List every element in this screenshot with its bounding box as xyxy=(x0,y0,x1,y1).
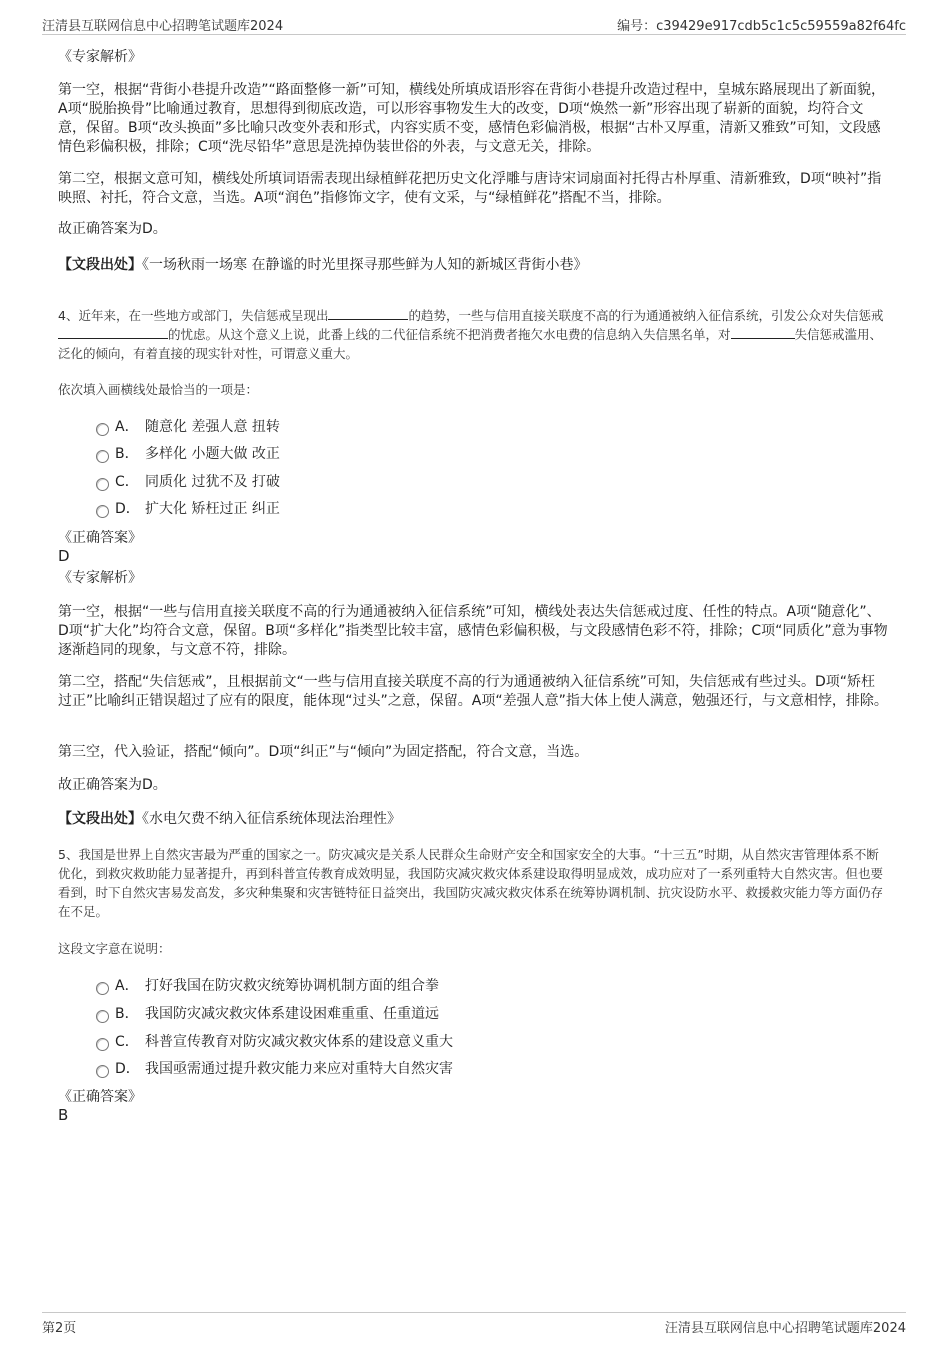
q4-option-d[interactable] xyxy=(96,498,280,520)
q4-analysis-para-1: 第一空，根据“一些与信用直接关联度不高的行为通通被纳入征信系统”可知，横线处表达失信惩戒过度、任性的特点。A项“随意化”、D项“扩大化”均符合文意，保留。B项“多样化”指类型比较丰富，感情色彩偏积极，与文段感情色彩不符，排除；C项“同质化”意为事物逐渐趋同的现象，与文意不符，排除。 xyxy=(58,604,888,658)
option-key: D． xyxy=(115,1061,140,1077)
q4-answer: D xyxy=(58,547,70,565)
q4-stem xyxy=(58,306,888,363)
option-text: 科普宣传教育对防灾减灾救灾体系的建设意义重大 xyxy=(145,1034,453,1050)
radio-icon[interactable] xyxy=(96,505,109,518)
option-text: 扩大化 矫枉过正 纠正 xyxy=(145,501,280,517)
header-doc-id: 编号：c39429e917cdb5c1c5c59559a82f64fc xyxy=(617,19,906,34)
q5-stem: 5、我国是世界上自然灾害最为严重的国家之一。防灾减灾是关系人民群众生命财产安全和国家安全的大事。“十三五”时期，从自然灾害管理体系不断优化，到救灾救助能力显著提升，再到科普宣传教育成效明显，我国防灾减灾救灾体系建设取得明显成效，成功应对了一系列重特大自然灾害。但也要看到，时下自然灾害易发高发，多灾种集聚和灾害链特征日益突出，我国防灾减灾救灾体系在统筹协调机制、抗灾设防水平、救援救灾能力等方面仍存在不足。 xyxy=(58,847,884,919)
q3-analysis-para-1: 第一空，根据“背街小巷提升改造”“路面整修一新”可知，横线处所填成语形容在背街小巷提升改造过程中，皇城东路展现出了新面貌，A项“脱胎换骨”比喻通过教育，思想得到彻底改造，可以形容事物发生大的改变，D项“焕然一新”形容出现了崭新的面貌，均符合文意，保留。B项“改头换面”多比喻只改变外表和形式，内容实质不变，感情色彩偏消极，根据“古朴又厚重，清新又雅致”可知，文段感情色彩偏积极，排除；C项“洗尽铅华”意思是洗掉伪装世俗的外表，与文意无关，排除。 xyxy=(58,82,886,155)
q4-source-title: 《水电欠费不纳入征信系统体现法治理性》 xyxy=(142,811,401,827)
q3-source-title: 《一场秋雨一场寒 在静谧的时光里探寻那些鲜为人知的新城区背街小巷》 xyxy=(142,257,588,273)
radio-icon[interactable] xyxy=(96,450,109,463)
option-key: B． xyxy=(115,1006,139,1022)
option-key: A． xyxy=(115,419,139,435)
q4-blank-3 xyxy=(731,326,795,339)
q3-source-label: 【文段出处】 xyxy=(58,257,142,273)
radio-icon[interactable] xyxy=(96,1010,109,1023)
q4-stem-part-5: 失信 xyxy=(794,327,820,342)
q4-analysis-label: 《专家解析》 xyxy=(58,570,142,586)
header-title: 汪清县互联网信息中心招聘笔试题库2024 xyxy=(42,19,284,34)
q3-analysis-label: 《专家解析》 xyxy=(58,49,142,65)
option-key: C． xyxy=(115,1034,139,1050)
option-key: D． xyxy=(115,501,140,517)
q4-source-label: 【文段出处】 xyxy=(58,811,142,827)
q4-stem-part-6: 惩戒滥用、泛化的倾向，有着直接的现实针对性，可谓意义重大。 xyxy=(58,327,883,361)
q3-analysis-para-2: 第二空，根据文意可知，横线处所填词语需表现出绿植鲜花把历史文化浮雕与唐诗宋词扇面衬托得古朴厚重、清新雅致，D项“映衬”指映照、衬托，符合文意，当选。A项“润色”指修饰文字，使有文采，与“绿植鲜花”搭配不当，排除。 xyxy=(58,171,882,206)
option-text: 多样化 小题大做 改正 xyxy=(145,446,280,462)
option-key: B． xyxy=(115,446,139,462)
q4-analysis-para-3: 第三空，代入验证，搭配“倾向”。D项“纠正”与“倾向”为固定搭配，符合文意，当选。 xyxy=(58,744,589,760)
q4-analysis-para-2: 第二空，搭配“失信惩戒”，且根据前文“一些与信用直接关联度不高的行为通通被纳入征信系统”可知，失信惩戒有些过头。D项“矫枉过正”比喻纠正错误超过了应有的限度，能体现“过头”之意，保留。A项“差强人意”指大体上使人满意，勉强还行，与文意相悖，排除。 xyxy=(58,674,888,709)
radio-icon[interactable] xyxy=(96,478,109,491)
q3-conclusion: 故正确答案为D。 xyxy=(58,221,167,237)
q4-answer-label: 《正确答案》 xyxy=(58,530,142,546)
q4-prompt: 依次填入画横线处最恰当的一项是： xyxy=(58,382,259,397)
q4-option-c[interactable] xyxy=(96,471,280,493)
footer-title: 汪清县互联网信息中心招聘笔试题库2024 xyxy=(664,1321,906,1336)
q4-stem-part-4: 的忧虑。从这个意义上说，此番上线的二代征信系统不把消费者拖欠水电费的信息纳入失信黑名单，对 xyxy=(168,327,731,342)
q4-stem-part-1: 4、近年来，在一些地方或部门，失信惩戒呈现出 xyxy=(58,308,329,323)
radio-icon[interactable] xyxy=(96,1065,109,1078)
option-text: 我国亟需通过提升救灾能力来应对重特大自然灾害 xyxy=(145,1061,453,1077)
q4-option-a[interactable] xyxy=(96,416,280,438)
q4-source xyxy=(58,810,888,829)
option-text: 我国防灾减灾救灾体系建设困难重重、任重道远 xyxy=(145,1006,439,1022)
radio-icon[interactable] xyxy=(96,982,109,995)
q5-option-c[interactable] xyxy=(96,1031,453,1053)
q5-answer-label: 《正确答案》 xyxy=(58,1089,142,1105)
q5-answer: B xyxy=(58,1106,69,1124)
radio-icon[interactable] xyxy=(96,1038,109,1051)
q4-option-b[interactable] xyxy=(96,443,280,465)
q3-source xyxy=(58,256,888,275)
footer-page-number: 第2页 xyxy=(42,1321,77,1336)
q5-option-b[interactable] xyxy=(96,1003,439,1025)
q4-blank-2 xyxy=(58,326,168,339)
option-key: A． xyxy=(115,978,139,994)
q4-stem-part-3: 信惩戒 xyxy=(845,308,884,323)
radio-icon[interactable] xyxy=(96,423,109,436)
option-text: 打好我国在防灾救灾统筹协调机制方面的组合拳 xyxy=(145,978,439,994)
q5-option-a[interactable] xyxy=(96,975,439,997)
option-key: C． xyxy=(115,474,139,490)
option-text: 同质化 过犹不及 打破 xyxy=(145,474,280,490)
q5-option-d[interactable] xyxy=(96,1058,453,1080)
q5-prompt: 这段文字意在说明： xyxy=(58,941,171,956)
option-text: 随意化 差强人意 扭转 xyxy=(145,419,280,435)
q4-blank-1 xyxy=(328,307,408,320)
q4-conclusion: 故正确答案为D。 xyxy=(58,777,167,793)
q4-stem-part-2: 的趋势，一些与信用直接关联度不高的行为通通被纳入征信系统，引发公众对失 xyxy=(408,308,846,323)
page-header xyxy=(42,14,906,35)
page-footer xyxy=(42,1312,906,1335)
